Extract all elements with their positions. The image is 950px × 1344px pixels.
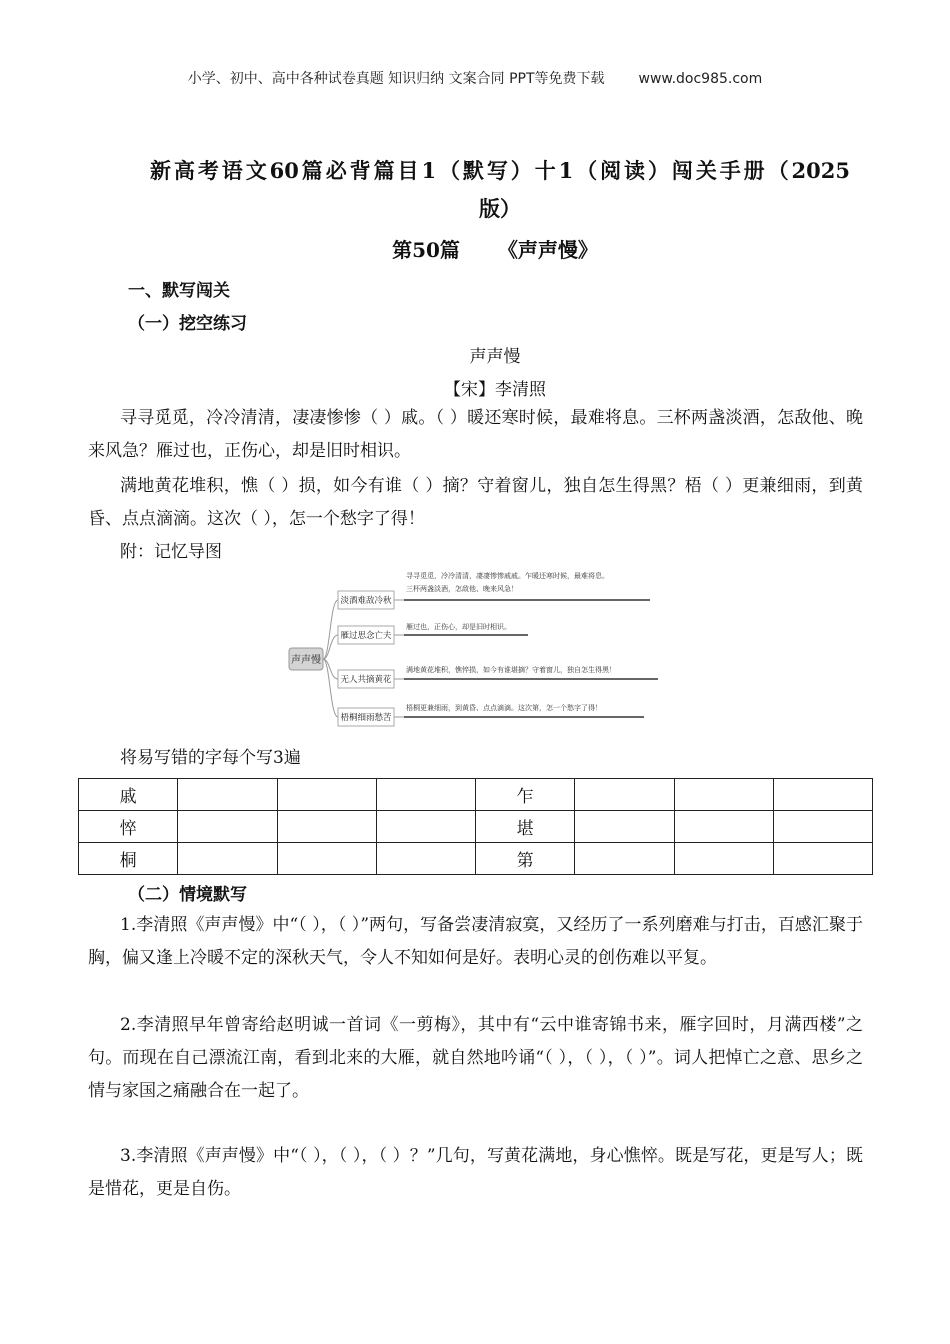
mindmap-branch-1-text-2: 三杯两盏淡酒，怎敌他、晚来风急！ [406,585,518,593]
mindmap-branch-3-text-1: 满地黄花堆积，憔悴损，如今有谁堪摘？守着窗儿，独自怎生得黑！ [406,666,616,674]
practice-cell[interactable] [575,811,674,843]
table-row [79,811,873,843]
question-2: 2.李清照早年曾寄给赵明诚一首词《一剪梅》，其中有“云中谁寄锦书来，雁字回时，月满西楼”之句。而现在自己漂流江南，看到北来的大雁，就自然地吟诵“（ ），（ ），（ ）”。词人把悼亡之意、思乡之情与家国之痛融合在一起了。 [88,1015,863,1101]
mindmap-branch-1-text-1: 寻寻觅觅，冷冷清清，凄凄惨惨戚戚。乍暖还寒时候，最难将息。 [406,572,609,580]
practice-cell[interactable] [376,779,475,811]
practice-cell[interactable] [277,811,376,843]
header-url[interactable]: www.doc985.com [638,71,763,87]
chapter-number: 第50篇 [392,238,460,262]
practice-char: 堪 [476,811,575,843]
practice-cell[interactable] [178,843,277,875]
mindmap-branch-1-label: 淡酒难敌冷秋 [340,596,392,606]
mindmap-branch-2 [338,622,528,644]
question-1: 1.李清照《声声慢》中“（ ），（ ）”两句，写备尝凄清寂寞，又经历了一系列磨难与打击，百感汇聚于胸，偏又逢上冷暖不定的深秋天气，令人不知如何是好。表明心灵的创伤难以平复。 [88,915,863,968]
header-text: 小学、初中、高中各种试卷真题 知识归纳 文案合同 PPT等免费下载 [187,71,605,87]
practice-cell[interactable] [773,779,872,811]
practice-cell[interactable] [674,843,773,875]
practice-cell[interactable] [773,811,872,843]
table-row [79,843,873,875]
practice-cell[interactable] [277,843,376,875]
practice-char: 乍 [476,779,575,811]
practice-cell[interactable] [674,779,773,811]
practice-cell[interactable] [674,811,773,843]
mindmap-connectors [323,600,338,717]
mindmap-branch-4-text-1: 梧桐更兼细雨，到黄昏、点点滴滴。这次第，怎一个愁字了得！ [406,704,602,712]
mindmap-branch-2-text-1: 雁过也，正伤心，却是旧时相识。 [406,623,511,631]
section-heading-1-2: （二）情境默写 [128,885,247,905]
poem-author: 【宋】李清照 [444,380,546,400]
appendix-label: 附：记忆导图 [120,542,222,562]
mindmap-branch-2-label: 雁过思念亡夫 [340,631,392,641]
section-heading-1-1: （一）挖空练习 [128,314,247,334]
mindmap-root-label: 声声慢 [291,655,321,666]
poem-paragraph-2: 满地黄花堆积，憔（ ）损，如今有谁（ ）摘？守着窗儿，独自怎生得黑？梧（ ）更兼细雨，到黄昏、点点滴滴。这次（ ），怎一个愁字了得！ [88,476,863,529]
practice-cell[interactable] [376,843,475,875]
title-line-2: 版） [479,196,521,221]
practice-char: 桐 [79,843,178,875]
table-row [79,779,873,811]
page-header [0,68,950,88]
practice-char: 悴 [79,811,178,843]
section-heading-1: 一、默写闯关 [128,281,230,301]
chapter-name: 《声声慢》 [497,238,598,262]
practice-cell[interactable] [376,811,475,843]
poem-title: 声声慢 [469,347,521,367]
practice-instruction: 将易写错的字每个写3遍 [120,748,301,768]
practice-char: 戚 [79,779,178,811]
practice-cell[interactable] [178,779,277,811]
title-line-1: 新高考语文60篇必背篇目1（默写）十1（阅读）闯关手册（2025 [150,158,850,183]
poem-paragraph-1: 寻寻觅觅，冷冷清清，凄凄惨惨（ ）戚。（ ）暖还寒时候，最难将息。三杯两盏淡酒，怎敌他、晚来风急？雁过也，正伤心，却是旧时相识。 [88,408,863,461]
practice-cell[interactable] [575,779,674,811]
practice-cell[interactable] [575,843,674,875]
practice-table [78,778,873,875]
mindmap-branch-3 [338,665,658,688]
practice-cell[interactable] [178,811,277,843]
document-title [150,152,850,228]
mindmap-branch-4-label: 梧桐细雨愁苦 [340,713,392,723]
memory-mind-map [288,563,664,733]
mindmap-branch-4 [338,703,644,726]
chapter-subtitle [0,234,950,263]
practice-cell[interactable] [773,843,872,875]
mindmap-branch-1 [338,571,650,609]
practice-char: 第 [476,843,575,875]
question-3: 3.李清照《声声慢》中“（ ），（ ），（ ）？”几句，写黄花满地，身心憔悴。既是写花，更是写人；既是惜花，更是自伤。 [88,1146,863,1199]
practice-cell[interactable] [277,779,376,811]
mindmap-branch-3-label: 无人共摘黄花 [340,675,392,685]
